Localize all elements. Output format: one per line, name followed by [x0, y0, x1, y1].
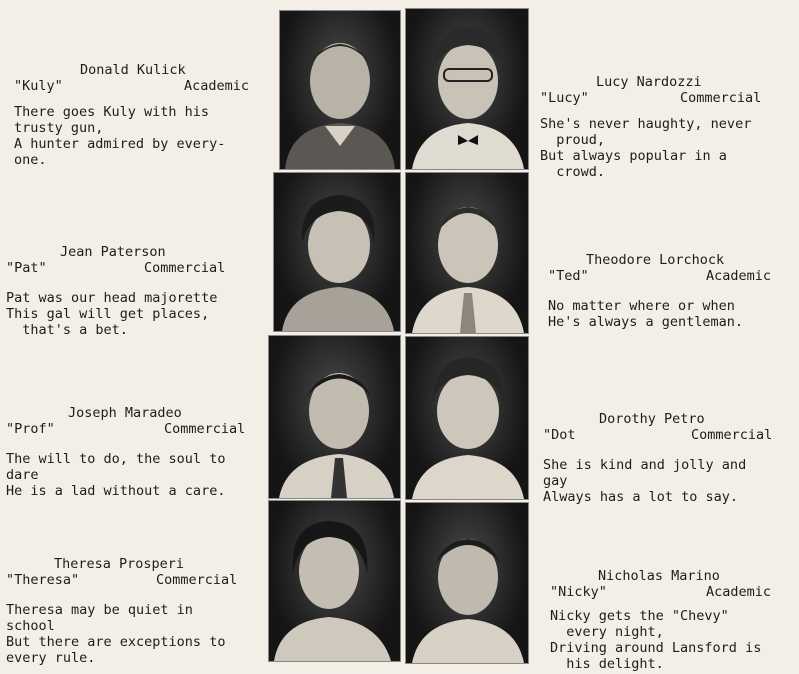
student-nickname: "Lucy" — [540, 90, 589, 106]
entry-theresa-prosperi — [6, 556, 258, 666]
student-verse: There goes Kuly with his trusty gun, A hunter admired by every- one. — [14, 104, 226, 168]
entry-joseph-maradeo — [6, 405, 264, 499]
student-course: Commercial — [164, 421, 246, 437]
student-course: Commercial — [144, 260, 226, 276]
student-verse: She's never haughty, never proud, But always popular in a crowd. — [540, 116, 752, 180]
student-nickname: "Pat" — [6, 260, 47, 276]
student-name: Nicholas Marino — [598, 568, 720, 584]
photo-nicholas-marino — [405, 502, 529, 664]
entry-lucy-nardozzi — [540, 74, 785, 180]
student-name: Lucy Nardozzi — [596, 74, 702, 90]
student-name: Dorothy Petro — [599, 411, 705, 427]
student-verse: Pat was our head majorette This gal will get places, that's a bet. — [6, 290, 218, 338]
student-nickname: "Prof" — [6, 421, 55, 437]
entry-theodore-lorchock — [548, 252, 793, 330]
photo-joseph-maradeo — [268, 335, 401, 499]
student-nickname: "Kuly" — [14, 78, 63, 94]
student-course: Commercial — [680, 90, 762, 106]
student-verse: She is kind and jolly and gay Always has a lot to say. — [543, 457, 747, 505]
student-name: Jean Paterson — [60, 244, 166, 260]
student-nickname: "Nicky" — [550, 584, 607, 600]
student-name: Theresa Prosperi — [54, 556, 185, 572]
photo-theodore-lorchock — [405, 172, 529, 334]
photo-theresa-prosperi — [268, 500, 401, 662]
student-course: Commercial — [156, 572, 238, 588]
student-name: Donald Kulick — [80, 62, 186, 78]
student-nickname: "Ted" — [548, 268, 589, 284]
student-verse: Theresa may be quiet in school But there are exceptions to every rule. — [6, 602, 226, 666]
student-course: Academic — [706, 268, 772, 284]
photo-dorothy-petro — [405, 336, 529, 500]
photo-jean-paterson — [273, 172, 401, 332]
student-course: Commercial — [691, 427, 773, 443]
student-verse: Nicky gets the "Chevy" every night, Driving around Lansford is his delight. — [550, 608, 762, 672]
student-verse: No matter where or when He's always a gentleman. — [548, 298, 744, 330]
photo-lucy-nardozzi — [405, 8, 529, 170]
entry-nicholas-marino — [550, 568, 795, 672]
student-name: Theodore Lorchock — [586, 252, 725, 268]
photo-donald-kulick — [279, 10, 401, 170]
student-verse: The will to do, the soul to dare He is a lad without a care. — [6, 451, 226, 499]
student-course: Academic — [706, 584, 772, 600]
student-name: Joseph Maradeo — [68, 405, 182, 421]
entry-jean-paterson — [6, 244, 266, 338]
entry-dorothy-petro — [543, 411, 793, 505]
student-nickname: "Dot — [543, 427, 576, 443]
student-course: Academic — [184, 78, 250, 94]
student-nickname: "Theresa" — [6, 572, 80, 588]
entry-donald-kulick — [14, 62, 269, 168]
